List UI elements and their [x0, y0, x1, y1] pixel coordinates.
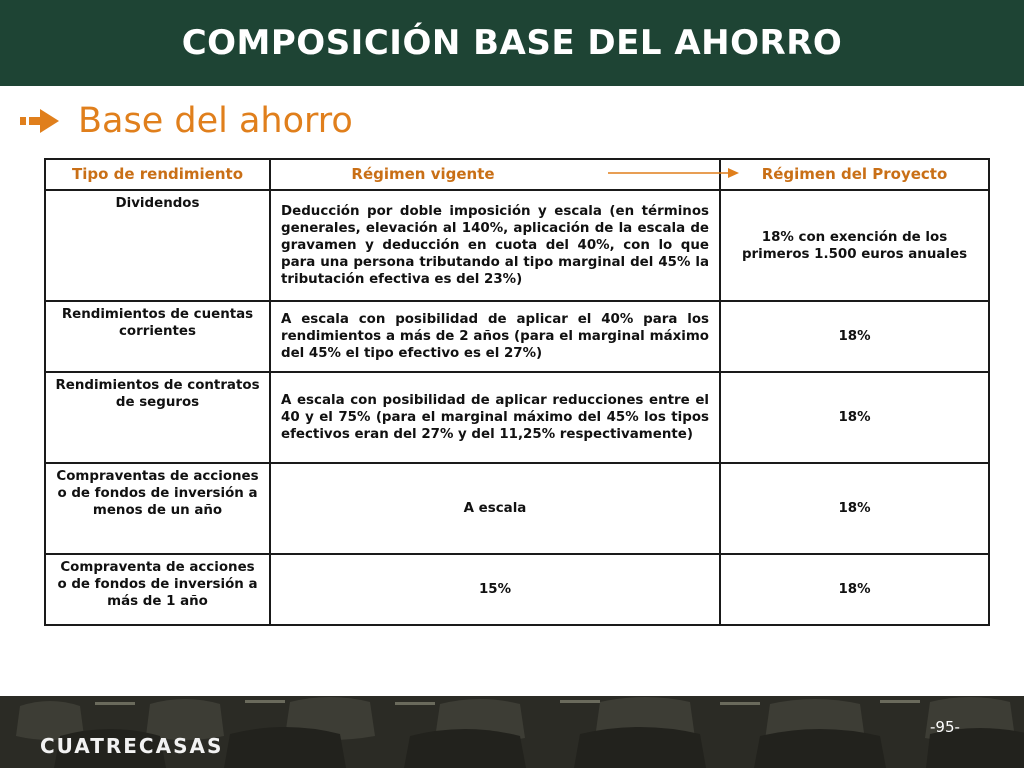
page-title: COMPOSICIÓN BASE DEL AHORRO	[181, 23, 843, 63]
cell-tipo: Dividendos	[45, 190, 270, 301]
cell-vigente: Deducción por doble imposición y escala (en términos generales, elevación al 140%, aplicación de la escala de gravamen y deducción en cuota del 40%, con lo que para una persona tributando al tipo marginal del 45% la tributación efectiva es del 23%)	[270, 190, 720, 301]
column-header-proyecto: Régimen del Proyecto	[720, 159, 989, 190]
cell-vigente: A escala	[270, 463, 720, 554]
cell-tipo: Rendimientos de cuentas corrientes	[45, 301, 270, 372]
brand-logo: CUATRECASAS	[40, 734, 224, 758]
section-subtitle: Base del ahorro	[78, 101, 353, 141]
column-header-tipo: Tipo de rendimiento	[45, 159, 270, 190]
cell-proyecto: 18%	[720, 372, 989, 463]
table-row	[45, 372, 989, 463]
tax-regime-table	[44, 158, 990, 626]
title-bar	[0, 0, 1024, 86]
cell-vigente: A escala con posibilidad de aplicar el 40% para los rendimientos a más de 2 años (para el marginal máximo del 45% el tipo efectivo es el 27%)	[270, 301, 720, 372]
cell-proyecto: 18%	[720, 301, 989, 372]
orange-arrow-icon	[20, 108, 60, 134]
footer-banner	[0, 696, 1024, 768]
table-header-row	[45, 159, 989, 190]
cell-tipo: Compraventas de acciones o de fondos de inversión a menos de un año	[45, 463, 270, 554]
section-heading	[20, 98, 353, 144]
cell-proyecto: 18%	[720, 463, 989, 554]
page-number: -95-	[930, 718, 960, 736]
table-row	[45, 463, 989, 554]
cell-proyecto: 18%	[720, 554, 989, 625]
table-row	[45, 301, 989, 372]
cell-proyecto: 18% con exención de los primeros 1.500 euros anuales	[720, 190, 989, 301]
cell-vigente: A escala con posibilidad de aplicar reducciones entre el 40 y el 75% (para el marginal máximo del 45% los tipos efectivos eran del 27% y del 11,25% respectivamente)	[270, 372, 720, 463]
cell-tipo: Rendimientos de contratos de seguros	[45, 372, 270, 463]
cell-tipo: Compraventa de acciones o de fondos de inversión a más de 1 año	[45, 554, 270, 625]
cell-vigente: 15%	[270, 554, 720, 625]
column-header-vigente: Régimen vigente	[270, 159, 720, 190]
table-row	[45, 190, 989, 301]
table-row	[45, 554, 989, 625]
header-arrow-icon	[608, 166, 740, 180]
